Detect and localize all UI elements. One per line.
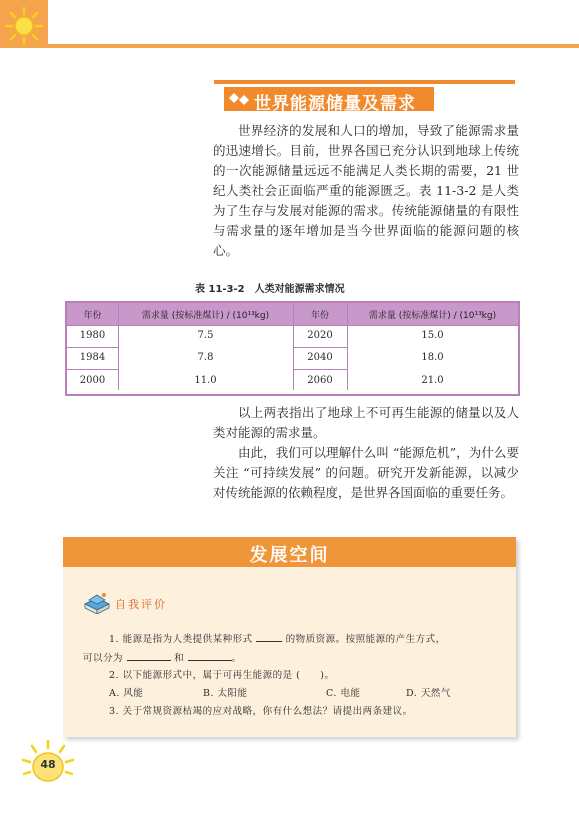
self-evaluation-heading: 自我评价 — [115, 598, 167, 611]
table-cell-value: 7.8 — [197, 352, 214, 363]
table-cell-value: 21.0 — [421, 375, 444, 386]
section-title: 世界能源储量及需求 — [254, 94, 416, 114]
table-header-year-right: 年份 — [310, 311, 329, 321]
table-caption: 表 11-3-2 人类对能源需求情况 — [195, 284, 345, 295]
table-cell-value: 11.0 — [194, 375, 217, 386]
option-d: D. 天然气 — [406, 688, 451, 699]
section-header-rule — [214, 80, 515, 84]
diamond-bullet-icon — [228, 90, 254, 108]
question-1-text-d: 和 — [174, 653, 185, 664]
table-header-demand-left: 需求量 (按标准煤计) / (10¹³kg) — [141, 311, 270, 321]
energy-demand-table — [65, 301, 520, 396]
books-icon — [83, 592, 111, 614]
conclusion-paragraph: 由此，我们可以理解什么叫 “能源危机”，为什么要关注 “可持续发展” 的问题。研究开发新能源，以减少对传统能源的依赖程度，是世界各国面临的重要任务。 — [213, 445, 519, 500]
answer-blank[interactable] — [188, 650, 232, 661]
question-1-line-2 — [83, 650, 242, 664]
question-1-text-a: 1. 能源是指为人类提供某种形式 — [109, 634, 253, 645]
page-number: 48 — [40, 758, 56, 771]
sun-icon — [4, 6, 44, 46]
table-cell-value: 7.5 — [197, 330, 214, 341]
table-header-year-left: 年份 — [83, 311, 102, 321]
question-1-text-c: 可以分为 — [83, 653, 124, 664]
question-3: 3. 关于常规资源枯竭的应对战略，你有什么想法？请提出两条建议。 — [109, 706, 413, 717]
summary-paragraph: 以上两表指出了地球上不可再生能源的储量以及人类对能源的需求量。 — [213, 405, 519, 440]
question-1-text-e: 。 — [231, 653, 242, 664]
table-header-demand-right: 需求量 (按标准煤计) / (10¹³kg) — [368, 311, 497, 321]
row-divider — [293, 369, 347, 370]
question-1-text-b: 的物质资源。按照能源的产生方式， — [285, 634, 446, 645]
table-cell-year: 2060 — [307, 375, 333, 386]
intro-paragraph: 世界经济的发展和人口的增加，导致了能源需求量的迅速增长。目前，世界各国已充分认识到地球上传统的一次能源储量远远不能满足人类长期的需要，21 世纪人类社会正面临严重的能源匮乏。表 11-3-2 是人类为了生存与发展对能源的需求。传统能源储量的有限性与需求量的逐年增加是当今世界面临的能源问题的核心。 — [213, 123, 519, 258]
table-cell-value: 15.0 — [421, 330, 444, 341]
development-space-box — [63, 537, 516, 737]
row-divider — [67, 369, 118, 370]
option-a: A. 风能 — [109, 688, 144, 699]
table-cell-year: 1984 — [79, 352, 106, 363]
option-b: B. 太阳能 — [203, 688, 248, 699]
table-cell-year: 1980 — [79, 330, 106, 341]
answer-blank[interactable] — [127, 650, 171, 661]
question-1-line-1 — [109, 631, 446, 645]
row-divider — [293, 347, 347, 348]
top-bar-inner — [48, 0, 579, 44]
top-bar — [0, 0, 579, 48]
table-cell-year: 2040 — [307, 352, 333, 363]
question-2: 2. 以下能源形式中，属于可再生能源的是 ( )。 — [109, 670, 335, 681]
section-header — [214, 80, 515, 112]
table-cell-year: 2020 — [307, 330, 333, 341]
table-cell-year: 2000 — [79, 375, 106, 386]
answer-blank[interactable] — [256, 631, 282, 642]
box-title: 发展空间 — [249, 545, 330, 566]
table-cell-value: 18.0 — [421, 352, 444, 363]
option-c: C. 电能 — [326, 688, 361, 699]
row-divider — [67, 347, 118, 348]
